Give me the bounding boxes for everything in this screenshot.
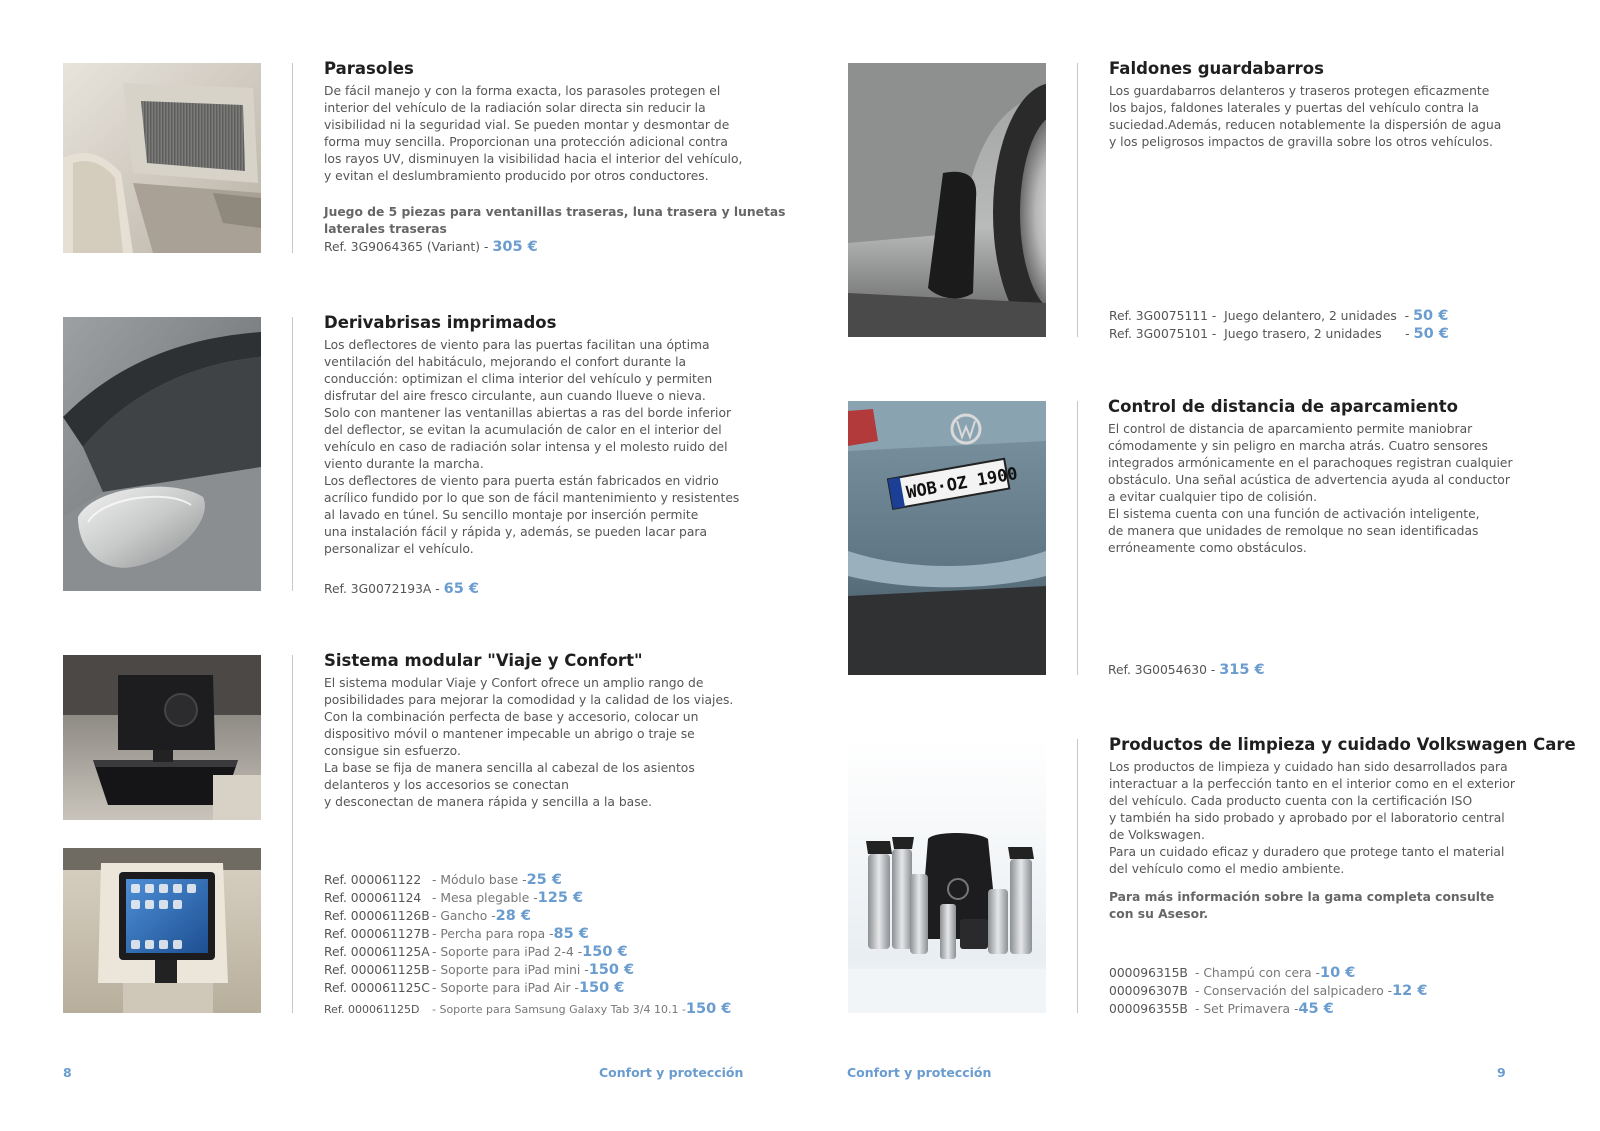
reference-line (324, 871, 764, 889)
reference-line (1108, 661, 1528, 679)
reference-code: 000096355B (1109, 1002, 1188, 1016)
text-line: al lavado en túnel. Su sencillo montaje por inserción permite (324, 508, 699, 522)
text-line: dispositivo móvil o mantener impecable un abrigo o traje se (324, 727, 695, 741)
section-name-right: Confort y protección (847, 1065, 992, 1080)
reference-line (324, 925, 764, 943)
text-line: de Volkswagen. (1109, 828, 1205, 842)
text-line: del deflector, se evitan la acumulación de calor en el interior del (324, 423, 722, 437)
text-line: Juego de 5 piezas para ventanillas traseras, luna trasera y lunetas (324, 205, 786, 219)
section-description (1109, 83, 1529, 151)
price: 150 € (578, 980, 625, 996)
reference-code: Ref. 000061124 (324, 891, 422, 905)
productos-limpieza-section (1109, 735, 1576, 923)
text-line: delanteros y los accesorios se conectan (324, 778, 569, 792)
text-line: y desconectan de manera rápida y sencilla a la base. (324, 795, 653, 809)
text-line: Los productos de limpieza y cuidado han sido desarrollados para (1109, 760, 1508, 774)
text-line: con su Asesor. (1109, 907, 1209, 921)
control-distancia-section (1108, 397, 1528, 557)
section-title: Sistema modular "Viaje y Confort" (324, 651, 643, 670)
text-line: Los deflectores de viento para puerta están fabricados en vidrio (324, 474, 719, 488)
text-line: La base se fija de manera sencilla al cabezal de los asientos (324, 761, 695, 775)
derivabrisas-photo (63, 317, 261, 591)
reference-line (324, 238, 744, 256)
reference-line (1109, 307, 1529, 325)
reference-code: 000096315B (1109, 966, 1188, 980)
reference-code: Ref. 000061125B (324, 963, 430, 977)
text-line: De fácil manejo y con la forma exacta, los parasoles protegen el (324, 84, 721, 98)
text-line: conducción: optimizan el clima interior del vehículo y permiten (324, 372, 713, 386)
section-description (324, 337, 744, 558)
item-label: - Módulo base - (432, 873, 527, 887)
parasoles-section (324, 59, 786, 256)
price: 12 € (1392, 983, 1428, 999)
section-title: Faldones guardabarros (1109, 59, 1324, 78)
reference-line (1109, 1000, 1529, 1018)
price: 10 € (1320, 965, 1356, 981)
reference-code: Ref. 000061126B (324, 909, 430, 923)
faldones-section (1109, 59, 1529, 151)
page-number-right: 9 (1497, 1065, 1506, 1080)
price: 28 € (495, 908, 531, 924)
section-description (1109, 759, 1569, 878)
text-line: del vehículo. Cada producto cuenta con la certificación ISO (1109, 794, 1473, 808)
reference-line (324, 1000, 764, 1019)
item-label: - Soporte para iPad mini - (432, 963, 589, 977)
reference-code: Ref. 000061125A (324, 945, 430, 959)
item-label: - Gancho - (432, 909, 496, 923)
item-label: - Conservación del salpicadero - (1195, 984, 1393, 998)
section-title: Derivabrisas imprimados (324, 313, 557, 332)
text-line: disfrutar del aire fresco circulante, aun cuando llueve o nieva. (324, 389, 706, 403)
text-line: posibilidades para mejorar la comodidad y la calidad de los viajes. (324, 693, 734, 707)
reference-line (324, 889, 764, 907)
product-note (1109, 889, 1569, 923)
reference-code: Ref. 000061122 (324, 873, 422, 887)
parasoles-photo (63, 63, 261, 253)
price: 50 € (1412, 308, 1449, 324)
derivabrisas-section (324, 313, 744, 598)
text-line: Para más información sobre la gama completa consulte (1109, 890, 1495, 904)
divider-line (1077, 739, 1078, 1013)
price: 305 € (492, 239, 538, 255)
reference-line (1109, 964, 1529, 982)
text-line: suciedad.Además, reducen notablemente la dispersión de agua (1109, 118, 1502, 132)
text-line: erróneamente como obstáculos. (1108, 541, 1307, 555)
price: 150 € (582, 944, 628, 960)
section-title: Parasoles (324, 59, 414, 78)
item-label: - Soporte para iPad Air - (432, 981, 579, 995)
text-line: consigue sin esfuerzo. (324, 744, 461, 758)
text-line: ventilación del habitáculo, mejorando el confort durante la (324, 355, 687, 369)
text-line: cómodamente y sin peligro en marcha atrás. Cuatro sensores (1108, 439, 1488, 453)
divider-line (292, 655, 293, 1013)
text-line: El sistema cuenta con una función de activación inteligente, (1108, 507, 1480, 521)
price: 45 € (1298, 1001, 1334, 1017)
text-line: forma muy sencilla. Proporcionan una protección adicional contra (324, 135, 728, 149)
reference-line (1109, 325, 1529, 343)
productos-limpieza-refs (1109, 964, 1529, 1018)
item-label: - Soporte para iPad 2-4 - (432, 945, 583, 959)
text-line: de manera que unidades de remolque no sean identificadas (1108, 524, 1479, 538)
text-line: Los deflectores de viento para las puertas facilitan una óptima (324, 338, 710, 352)
text-line: una instalación fácil y rápida y, además, se pueden lacar para (324, 525, 707, 539)
sistema-modular-section (324, 651, 764, 811)
text-line: vehículo en caso de radiación solar intensa y el molesto ruido del (324, 440, 728, 454)
text-line: interactuar a la perfección tanto en el interior como en el exterior (1109, 777, 1515, 791)
reference-line (324, 961, 764, 979)
control-distancia-refs (1108, 661, 1528, 679)
text-line: los bajos, faldones laterales y puertas del vehículo contra la (1109, 101, 1479, 115)
text-line: y también ha sido probado y aprobado por el laboratorio central (1109, 811, 1505, 825)
reference-line (324, 943, 764, 961)
reference-line (324, 979, 764, 997)
text-line: y los peligrosos impactos de gravilla sobre los otros vehículos. (1109, 135, 1493, 149)
mesa-plegable-photo (63, 655, 261, 820)
item-label: - Set Primavera - (1195, 1002, 1299, 1016)
divider-line (1077, 63, 1078, 337)
reference-code: 000096307B (1109, 984, 1188, 998)
section-description (324, 675, 764, 811)
reference-code: Ref. 000061127B (324, 927, 430, 941)
text-line: a evitar cualquier tipo de colisión. (1108, 490, 1317, 504)
faldones-refs (1109, 307, 1529, 343)
price: 150 € (685, 1001, 732, 1017)
price: 85 € (553, 926, 589, 942)
text-line: El control de distancia de aparcamiento permite maniobrar (1108, 422, 1473, 436)
price: 65 € (443, 581, 479, 597)
faldones-photo (848, 63, 1046, 337)
reference-code: Ref. 000061125D (324, 1003, 420, 1016)
text-line: integrados armónicamente en el parachoques registran cualquier (1108, 456, 1513, 470)
item-label: - Mesa plegable - (432, 891, 538, 905)
text-line: acrílico fundido por lo que son de fácil mantenimiento y resistentes (324, 491, 740, 505)
soporte-ipad-photo (63, 848, 261, 1013)
price: 125 € (537, 890, 584, 906)
text-line: Solo con mantener las ventanillas abiertas a ras del borde inferior (324, 406, 732, 420)
page-number-left: 8 (63, 1065, 72, 1080)
divider-line (292, 317, 293, 591)
reference-code: Ref. 3G0054630 - (1108, 663, 1220, 677)
item-label: - Champú con cera - (1195, 966, 1320, 980)
section-description (324, 83, 744, 185)
price: 150 € (588, 962, 635, 978)
text-line: del vehículo como el medio ambiente. (1109, 862, 1345, 876)
price: 50 € (1413, 326, 1449, 342)
text-line: El sistema modular Viaje y Confort ofrece un amplio rango de (324, 676, 704, 690)
item-label: - Soporte para Samsung Galaxy Tab 3/4 10.1 - (432, 1003, 686, 1016)
product-note (324, 204, 786, 238)
reference-code: Ref. 3G9064365 (Variant) - (324, 240, 493, 254)
reference-line (1109, 982, 1529, 1000)
text-line: Con la combinación perfecta de base y accesorio, colocar un (324, 710, 699, 724)
section-name-left: Confort y protección (599, 1065, 744, 1080)
reference-code: Ref. 3G0072193A - (324, 582, 444, 596)
reference-code: Ref. 3G0075111 - Juego delantero, 2 unidades - (1109, 309, 1413, 323)
license-plate-text: WOB·OZ 1900 (904, 463, 1020, 504)
text-line: laterales traseras (324, 222, 447, 236)
price: 315 € (1219, 662, 1265, 678)
text-line: obstáculo. Una señal acústica de advertencia ayuda al conductor (1108, 473, 1510, 487)
text-line: los rayos UV, disminuyen la visibilidad hacia el interior del vehículo, (324, 152, 743, 166)
control-distancia-photo (848, 401, 1046, 675)
text-line: personalizar el vehículo. (324, 542, 474, 556)
text-line: interior del vehículo de la radiación solar directa sin reducir la (324, 101, 706, 115)
section-title: Productos de limpieza y cuidado Volkswagen Care (1109, 735, 1576, 754)
text-line: Los guardabarros delanteros y traseros protegen eficazmente (1109, 84, 1490, 98)
text-line: Para un cuidado eficaz y duradero que protege tanto el material (1109, 845, 1505, 859)
text-line: y evitan el deslumbramiento producido por otros conductores. (324, 169, 709, 183)
text-line: viento durante la marcha. (324, 457, 484, 471)
divider-line (292, 63, 293, 253)
reference-line (324, 580, 744, 598)
sistema-modular-refs (324, 871, 764, 1019)
text-line: visibilidad ni la seguridad vial. Se pueden montar y desmontar de (324, 118, 730, 132)
reference-line (324, 907, 764, 925)
section-title: Control de distancia de aparcamiento (1108, 397, 1458, 416)
price: 25 € (526, 872, 562, 888)
section-description (1108, 421, 1528, 557)
divider-line (1077, 401, 1078, 675)
reference-code: Ref. 000061125C (324, 981, 430, 995)
reference-code: Ref. 3G0075101 - Juego trasero, 2 unidades - (1109, 327, 1414, 341)
productos-limpieza-photo (848, 739, 1046, 1013)
item-label: - Percha para ropa - (432, 927, 554, 941)
